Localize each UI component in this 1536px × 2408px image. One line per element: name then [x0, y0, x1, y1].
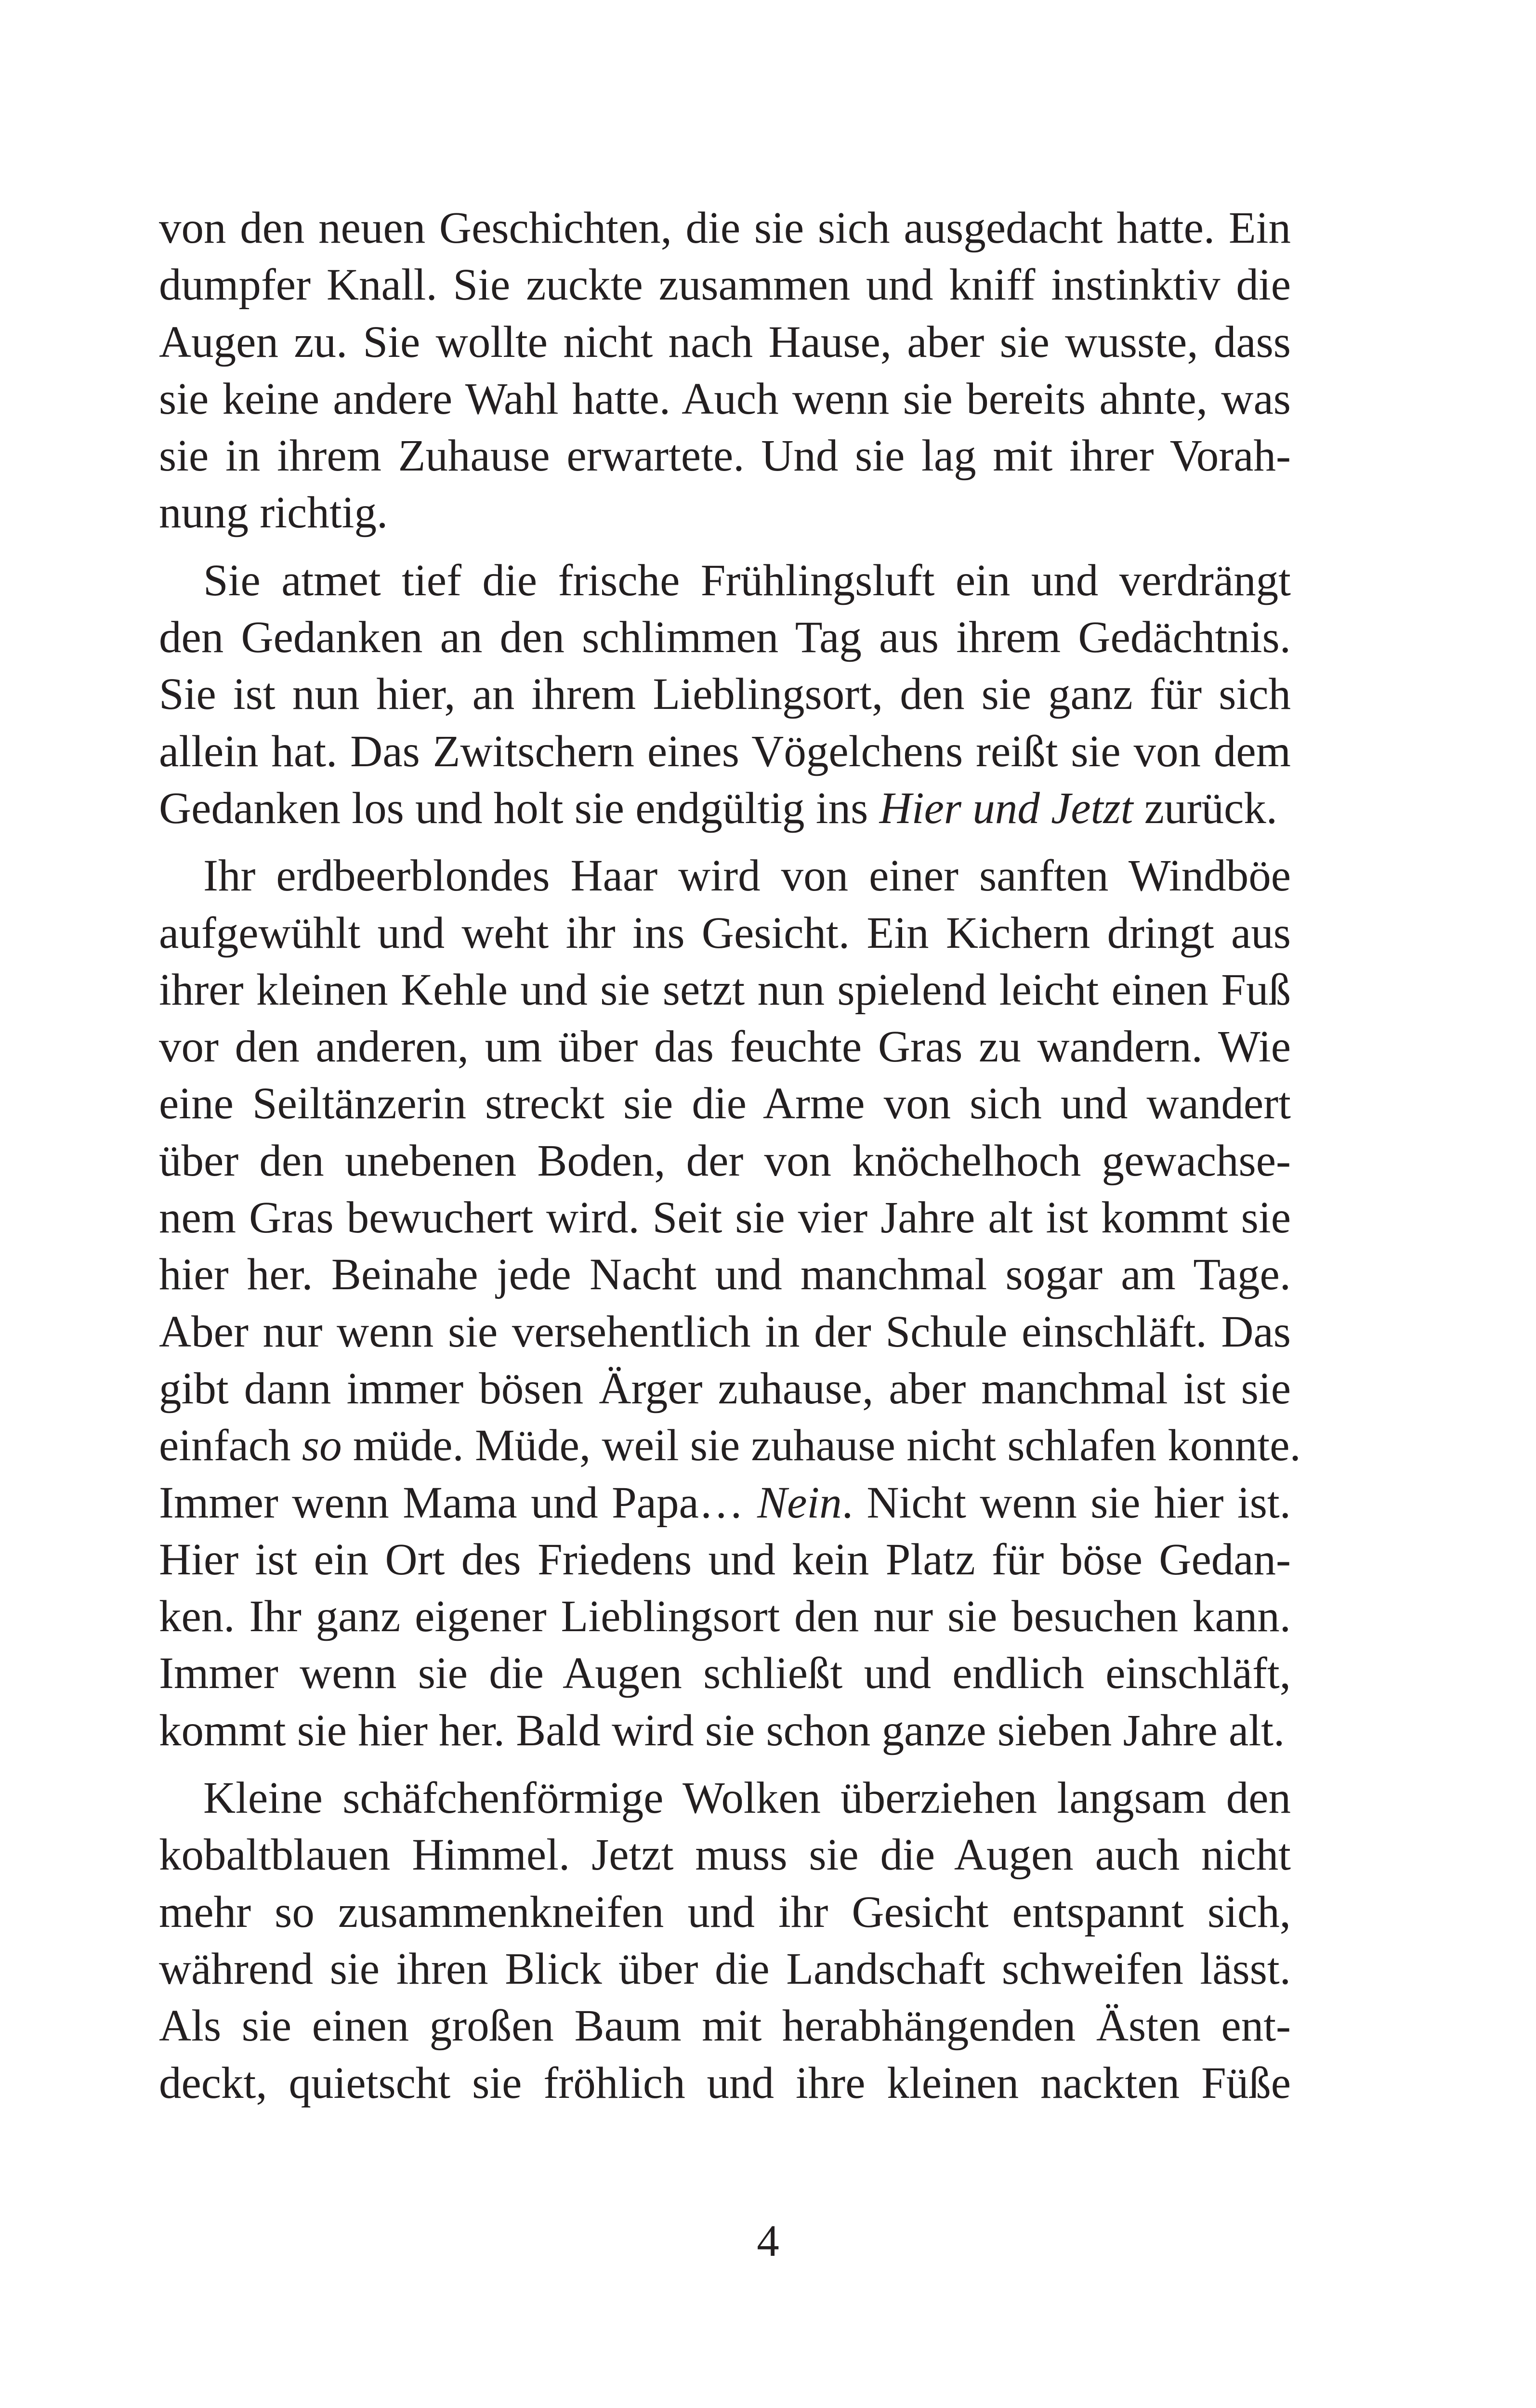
text-line [159, 257, 1291, 314]
paragraph [159, 848, 1301, 1759]
text-line [159, 1361, 1291, 1417]
paragraph-gap [159, 1759, 1291, 1770]
text-line [159, 371, 1291, 428]
text-segment: zurück. [1133, 783, 1278, 833]
text-segment: aufgewühlt und weht ihr ins Gesicht. Ein Kichern dringt aus [159, 908, 1291, 958]
emphasized-text: Nein [757, 1478, 842, 1528]
text-segment: deckt, quietscht sie fröhlich und ihre kleinen nackten Füße [159, 2058, 1291, 2108]
text-line [159, 848, 1291, 904]
text-segment: während sie ihren Blick über die Landschaft schweifen lässt. [159, 1944, 1291, 1994]
text-line [159, 200, 1291, 257]
text-segment: Aber nur wenn sie versehentlich in der Schule einschläft. Das [159, 1307, 1291, 1357]
text-segment: Als sie einen großen Baum mit herabhängenden Ästen ent- [159, 2001, 1291, 2051]
text-segment: einfach [159, 1421, 302, 1471]
text-line [159, 314, 1291, 371]
text-line [159, 723, 1291, 780]
text-segment: kobaltblauen Himmel. Jetzt muss sie die Augen auch nicht [159, 1830, 1291, 1880]
text-segment: Ihr erdbeerblondes Haar wird von einer sanften Windböe [203, 851, 1291, 901]
emphasized-text: Hier und Jetzt [879, 783, 1133, 833]
text-line [159, 1133, 1291, 1190]
text-segment: . Nicht wenn sie hier ist. [841, 1478, 1291, 1528]
text-segment: sie keine andere Wahl hatte. Auch wenn sie bereits ahnte, was [159, 374, 1291, 424]
text-line [159, 1019, 1291, 1075]
text-segment: ihrer kleinen Kehle und sie setzt nun spielend leicht einen Fuß [159, 965, 1291, 1015]
text-line [159, 1531, 1291, 1588]
text-segment: von den neuen Geschichten, die sie sich ausgedacht hatte. Ein [159, 203, 1291, 253]
text-segment: Hier ist ein Ort des Friedens und kein Platz für böse Gedan- [159, 1534, 1291, 1584]
text-segment: kommt sie hier her. Bald wird sie schon ganze sieben Jahre alt. [159, 1705, 1285, 1755]
text-segment: allein hat. Das Zwitschern eines Vögelchens reißt sie von dem [159, 726, 1291, 776]
text-line [159, 666, 1291, 723]
text-line [159, 780, 1291, 837]
paragraph [159, 200, 1291, 542]
page-number: 4 [757, 2216, 779, 2266]
body-text [159, 200, 1301, 2112]
text-segment: eine Seiltänzerin streckt sie die Arme von sich und wandert [159, 1079, 1291, 1129]
paragraph-gap [159, 837, 1291, 848]
text-segment: Immer wenn sie die Augen schließt und endlich einschläft, [159, 1649, 1291, 1699]
text-line [159, 1190, 1291, 1246]
text-segment: mehr so zusammenkneifen und ihr Gesicht entspannt sich, [159, 1887, 1291, 1937]
text-line [159, 552, 1291, 609]
text-segment: hier her. Beinahe jede Nacht und manchmal sogar am Tage. [159, 1250, 1291, 1300]
text-segment: Kleine schäfchenförmige Wolken überziehen langsam den [203, 1773, 1291, 1823]
text-segment: vor den anderen, um über das feuchte Gras zu wandern. Wie [159, 1022, 1291, 1072]
text-segment: Sie ist nun hier, an ihrem Lieblingsort, den sie ganz für sich [159, 669, 1291, 720]
paragraph [159, 552, 1291, 837]
text-line [159, 609, 1291, 666]
text-line [159, 2055, 1291, 2112]
text-line [159, 1246, 1291, 1303]
text-segment: ken. Ihr ganz eigener Lieblingsort den nur sie besuchen kann. [159, 1592, 1291, 1642]
text-line [159, 1475, 1291, 1531]
text-segment: Sie atmet tief die frische Frühlingsluft ein und verdrängt [203, 555, 1291, 605]
text-segment: gibt dann immer bösen Ärger zuhause, aber manchmal ist sie [159, 1363, 1291, 1413]
text-line [159, 1075, 1291, 1132]
text-segment: dumpfer Knall. Sie zuckte zusammen und kniff instinktiv die [159, 260, 1291, 310]
emphasized-text: so [302, 1421, 342, 1471]
text-line [159, 905, 1291, 962]
text-line [159, 962, 1291, 1019]
text-segment: Gedanken los und holt sie endgültig ins [159, 783, 880, 833]
text-line [159, 484, 1291, 541]
text-line [159, 1645, 1291, 1702]
text-segment: Augen zu. Sie wollte nicht nach Hause, aber sie wusste, dass [159, 317, 1291, 367]
text-line [159, 1827, 1291, 1884]
text-segment: Immer wenn Mama und Papa… [159, 1478, 758, 1528]
text-line [159, 1304, 1291, 1361]
text-segment: nem Gras bewuchert wird. Seit sie vier Jahre alt ist kommt sie [159, 1193, 1291, 1243]
text-segment: den Gedanken an den schlimmen Tag aus ihrem Gedächtnis. [159, 613, 1291, 663]
text-line [159, 1702, 1291, 1759]
text-segment: müde. Müde, weil sie zuhause nicht schlafen konnte. [341, 1421, 1301, 1471]
text-line [159, 428, 1291, 484]
text-line [159, 1998, 1291, 2055]
text-line [159, 1941, 1291, 1998]
paragraph-gap [159, 542, 1291, 552]
text-line [159, 1417, 1301, 1474]
text-segment: über den unebenen Boden, der von knöchelhoch gewachse- [159, 1136, 1291, 1186]
text-segment: nung richtig. [159, 488, 388, 538]
text-line [159, 1770, 1291, 1827]
text-segment: sie in ihrem Zuhause erwartete. Und sie lag mit ihrer Vorah- [159, 431, 1291, 481]
text-line [159, 1588, 1291, 1645]
paragraph [159, 1770, 1291, 2112]
text-line [159, 1884, 1291, 1941]
